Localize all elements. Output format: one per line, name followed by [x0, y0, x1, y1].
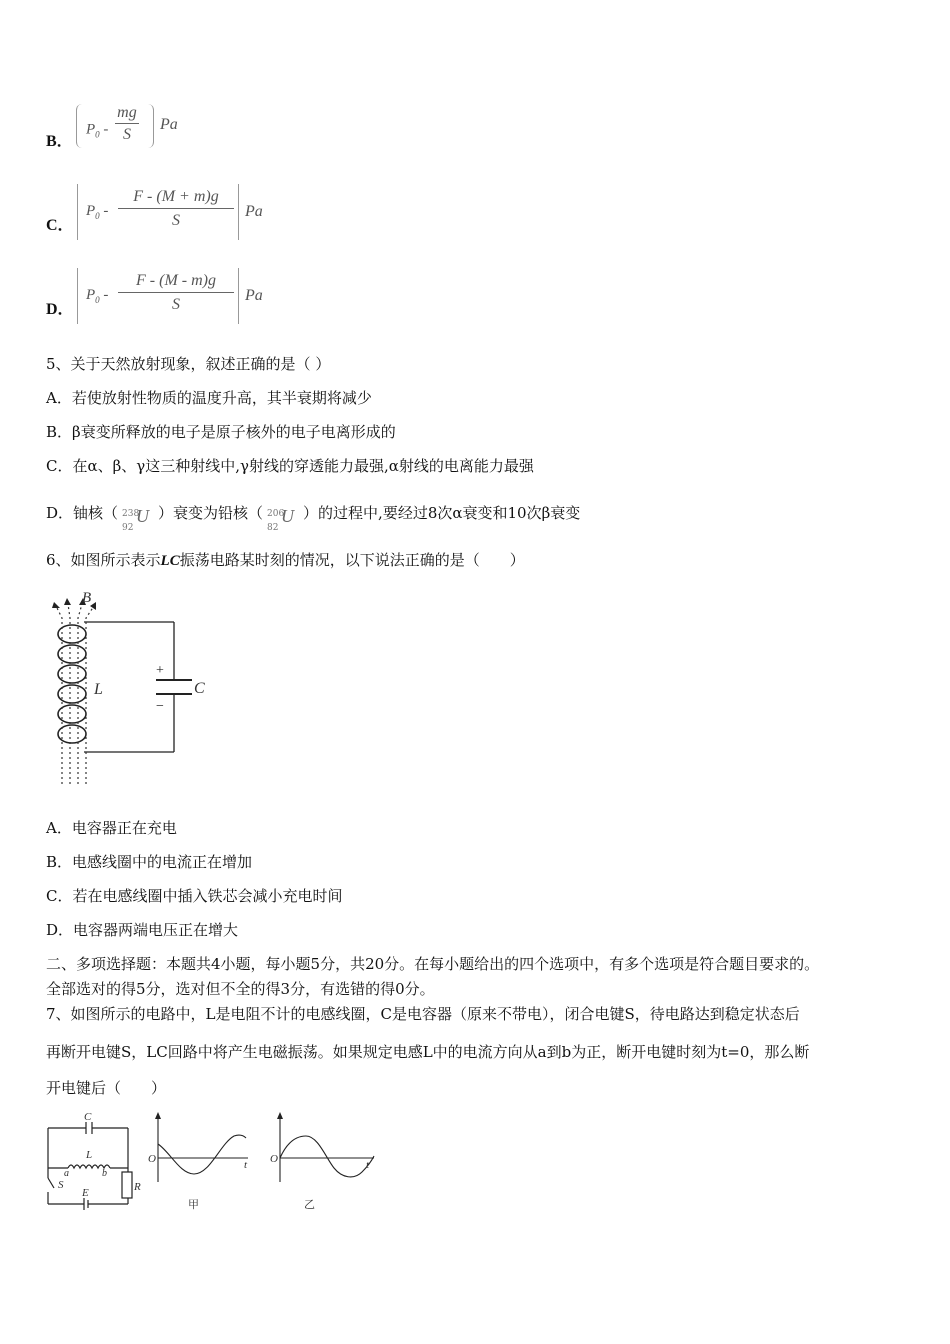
inductor-label: L [86, 1149, 93, 1161]
denominator: S [172, 296, 180, 313]
graph-jia-caption: 甲 [188, 1199, 199, 1211]
atomic-number: 82 [267, 523, 279, 533]
formula [86, 104, 142, 144]
option-label: D． [46, 301, 74, 318]
denominator: S [172, 212, 180, 229]
capacitor-label: C [84, 1111, 92, 1123]
atomic-number: 92 [122, 523, 134, 533]
section2-instruction-line1: 二、多项选择题：本题共4小题，每小题5分，共20分。在每小题给出的四个选项中，有多个选项是符合题目要求的。 [46, 955, 820, 973]
lc-term: LC [160, 553, 180, 569]
mass-number: 206 [267, 509, 285, 519]
point-a-label: a [64, 1168, 69, 1179]
plus-sign: + [156, 663, 164, 678]
p0-sub: 0 [95, 211, 100, 221]
mass-number: 238 [122, 509, 140, 519]
p0: P [86, 287, 96, 303]
numerator: F - (M - m)g [118, 272, 234, 293]
point-b-label: b [102, 1168, 107, 1179]
option-d-suffix: ）的过程中,要经过8次α衰变和10次β衰变 [303, 504, 581, 522]
q7-stem-line2: 再断开电键S，LC回路中将产生电磁振荡。如果规定电感L中的电流方向从a到b为正，断开电键时刻为t=0，那么断 [46, 1043, 810, 1061]
element-symbol: U [281, 506, 295, 526]
q5-option-b: B．β衰变所释放的电子是原子核外的电子电离形成的 [46, 423, 396, 441]
q5-option-a: A．若使放射性物质的温度升高，其半衰期将减少 [46, 389, 372, 407]
p0-sub: 0 [95, 129, 100, 140]
formula [86, 203, 108, 221]
p0: P [86, 121, 96, 138]
q7-stem-line3: 开电键后（ ） [46, 1079, 167, 1097]
graph-yi-caption: 乙 [304, 1199, 315, 1211]
q6-stem [46, 550, 525, 571]
q6-option-a: A．电容器正在充电 [46, 819, 177, 837]
field-label: B [82, 590, 92, 606]
element-symbol: U [136, 506, 150, 526]
minus: - [103, 121, 109, 138]
unit: Pa [160, 116, 178, 133]
graph-yi-origin: O [270, 1153, 278, 1165]
minus-sign: − [156, 699, 164, 714]
q5-option-c: C．在α、β、γ这三种射线中,γ射线的穿透能力最强,α射线的电离能力最强 [46, 457, 534, 475]
option-label: B． [46, 133, 73, 150]
graph-jia-t-axis: t [244, 1159, 248, 1171]
p0: P [86, 203, 96, 219]
q6-option-c: C．若在电感线圈中插入铁芯会减小充电时间 [46, 887, 343, 905]
stem-suffix: 振荡电路某时刻的情况，以下说法正确的是（ ） [179, 551, 525, 569]
lc-circuit-figure [44, 588, 214, 788]
q7-circuit-and-graphs [44, 1110, 384, 1220]
numerator: F - (M + m)g [118, 188, 234, 209]
switch-label: S [58, 1179, 64, 1191]
minus: - [103, 287, 109, 303]
formula [86, 287, 108, 305]
fraction [115, 104, 139, 144]
battery-label: E [82, 1187, 89, 1199]
resistor-label: R [134, 1181, 141, 1193]
option-d-middle: ）衰变为铅核（ [158, 504, 264, 522]
denominator: S [122, 126, 131, 143]
section2-instruction-line2: 全部选对的得5分，选对但不全的得3分，有选错的得0分。 [46, 980, 435, 998]
capacitor-label: C [194, 680, 205, 697]
option-label: C． [46, 217, 74, 234]
q6-option-b: B．电感线圈中的电流正在增加 [46, 853, 253, 871]
graph-yi-t-axis: t [366, 1159, 370, 1171]
q7-stem-line1: 7、如图所示的电路中，L是电阻不计的电感线圈，C是电容器（原来不带电），闭合电键S，待电路达到稳定状态后 [46, 1005, 800, 1023]
fraction [118, 188, 234, 230]
lead-206-nuclide [263, 499, 303, 533]
fraction [118, 272, 234, 314]
q5-stem: 5、关于天然放射现象，叙述正确的是（ ） [46, 355, 331, 373]
inductor-label: L [94, 681, 103, 698]
minus: - [103, 203, 109, 219]
option-d-prefix: D．铀核（ [46, 504, 119, 522]
p0-sub: 0 [95, 295, 100, 305]
q5-option-d [46, 498, 581, 533]
q6-option-d: D．电容器两端电压正在增大 [46, 921, 239, 939]
uranium-238-nuclide [118, 499, 158, 533]
numerator: mg [115, 104, 139, 124]
unit: Pa [245, 287, 263, 304]
unit: Pa [245, 203, 263, 220]
graph-jia-origin: O [148, 1153, 156, 1165]
stem-prefix: 6、如图所示表示 [46, 551, 161, 569]
